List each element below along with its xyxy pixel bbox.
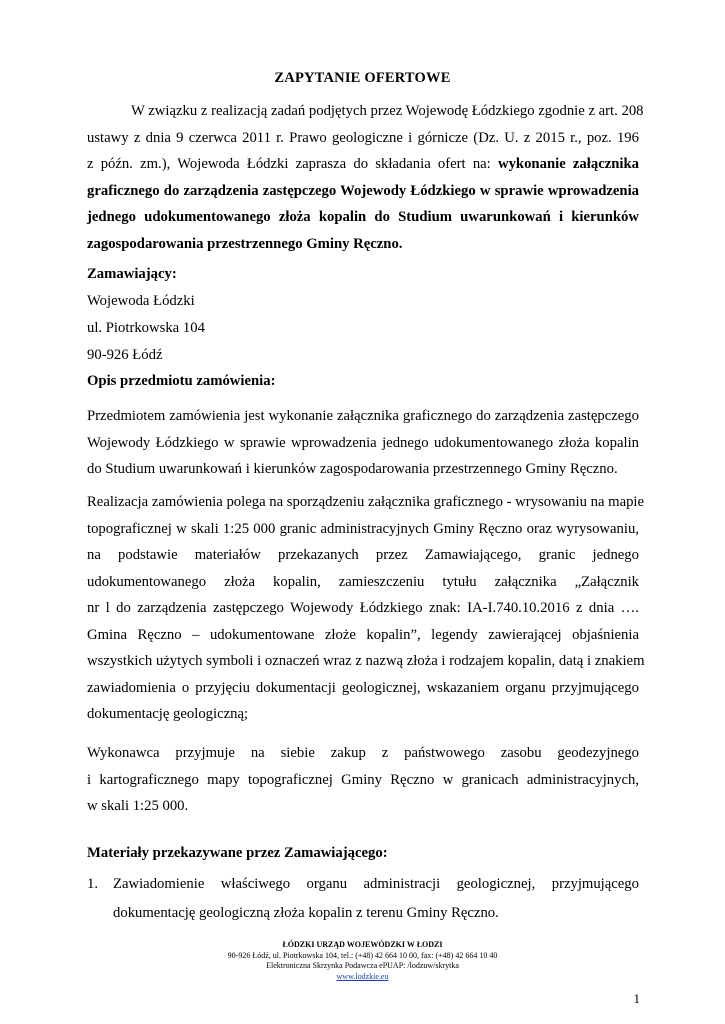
intro-line: graficznego do zarządzenia zastępczego Wojewody Łódzkiego w sprawie wprowadzenia: [87, 182, 639, 199]
text-line: udokumentowanego złoża kopalin, zamieszczeniu tytułu załącznika „Załącznik: [87, 573, 639, 590]
list-item: [87, 870, 639, 928]
subject-heading: Opis przedmiotu zamówienia:: [87, 373, 276, 389]
materials-heading: Materiały przekazywane przez Zamawiającego:: [87, 845, 388, 861]
text-line: dokumentację geologiczną złoża kopalin z terenu Gminy Ręczno.: [113, 905, 499, 921]
text-line: Zawiadomienie właściwego organu administracji geologicznej, przyjmującego: [113, 876, 639, 892]
text-line: topograficznej w skali 1:25 000 granic administracyjnych Gminy Ręczno oraz wyrysowaniu,: [87, 520, 639, 537]
text-line: do Studium uwarunkowań i kierunków zagospodarowania przestrzennego Gminy Ręczno.: [87, 461, 618, 477]
text-line: Wykonawca przyjmuje na siebie zakup z państwowego zasobu geodezyjnego: [87, 745, 639, 761]
text-line: Przedmiotem zamówienia jest wykonanie załącznika graficznego do zarządzenia zastępczego: [87, 408, 639, 424]
intro-paragraph: [87, 98, 644, 257]
intro-line: [87, 151, 639, 178]
text-line: Realizacja zamówienia polega na sporządzeniu załącznika graficznego - wrysowaniu na mapie: [87, 494, 645, 510]
page-number: 1: [633, 991, 640, 1006]
text-line: zawiadomienia o przyjęciu dokumentacji geologicznej, wskazaniem organu przyjmującego: [87, 679, 639, 696]
text-line: wszystkich użytych symboli i oznaczeń wraz z nazwą złoża i rodzajem kopalin, datą i znakiem: [87, 653, 645, 669]
page-footer: [0, 940, 725, 982]
orderer-street: ul. Piotrkowska 104: [87, 320, 205, 336]
orderer-heading: Zamawiający:: [87, 266, 177, 282]
intro-line: jednego udokumentowanego złoża kopalin do Studium uwarunkowań i kierunków: [87, 209, 639, 225]
text-line: i kartograficznego mapy topograficznej Gminy Ręczno w granicach administracyjnych,: [87, 771, 639, 788]
footer-website-link[interactable]: www.lodzkie.eu: [336, 971, 389, 981]
list-item-text: [113, 870, 639, 928]
subject-paragraph-3: [87, 740, 639, 820]
intro-line: W związku z realizacją zadań podjętych przez Wojewodę Łódzkiego zgodnie z art. 208: [131, 103, 644, 119]
list-item-number: 1.: [87, 876, 99, 892]
intro-line: zagospodarowania przestrzennego Gminy Ręczno.: [87, 235, 403, 252]
footer-epuap: Elektroniczna Skrzynka Podawcza ePUAP: /lodzuw/skrytka: [266, 961, 459, 970]
intro-text: z późn. zm.), Wojewoda Łódzki zaprasza do składania ofert na:: [87, 156, 498, 172]
text-line: Wojewody Łódzkiego w sprawie wprowadzenia jednego udokumentowanego złoża kopalin: [87, 434, 639, 451]
text-line: nr l do zarządzenia zastępczego Wojewody Łódzkiego znak: IA-I.740.10.2016 z dnia ….: [87, 600, 639, 616]
intro-bold-text: wykonanie załącznika: [497, 156, 639, 172]
text-line: Gmina Ręczno – udokumentowane złoże kopalin”, legendy zawierającej objaśnienia: [87, 626, 639, 643]
footer-address: 90-926 Łódź, ul. Piotrkowska 104, tel.: (+48) 42 664 10 00, fax: (+48) 42 664 10 40: [227, 950, 498, 960]
footer-organization: ŁÓDZKI URZĄD WOJEWÓDZKI W ŁODZI: [282, 940, 443, 949]
materials-list: [87, 870, 639, 928]
orderer-city: 90-926 Łódź: [87, 347, 163, 363]
text-line: w skali 1:25 000.: [87, 798, 189, 814]
orderer-name: Wojewoda Łódzki: [87, 293, 195, 309]
subject-paragraph-2: [87, 489, 645, 728]
text-line: dokumentację geologiczną;: [87, 706, 249, 722]
subject-paragraph-1: [87, 403, 639, 483]
intro-line: ustawy z dnia 9 czerwca 2011 r. Prawo geologiczne i górnicze (Dz. U. z 2015 r., poz. 196: [87, 129, 639, 146]
text-line: na podstawie materiałów przekazanych przez Zamawiającego, granic jednego: [87, 547, 639, 563]
document-title: ZAPYTANIE OFERTOWE: [274, 70, 451, 86]
